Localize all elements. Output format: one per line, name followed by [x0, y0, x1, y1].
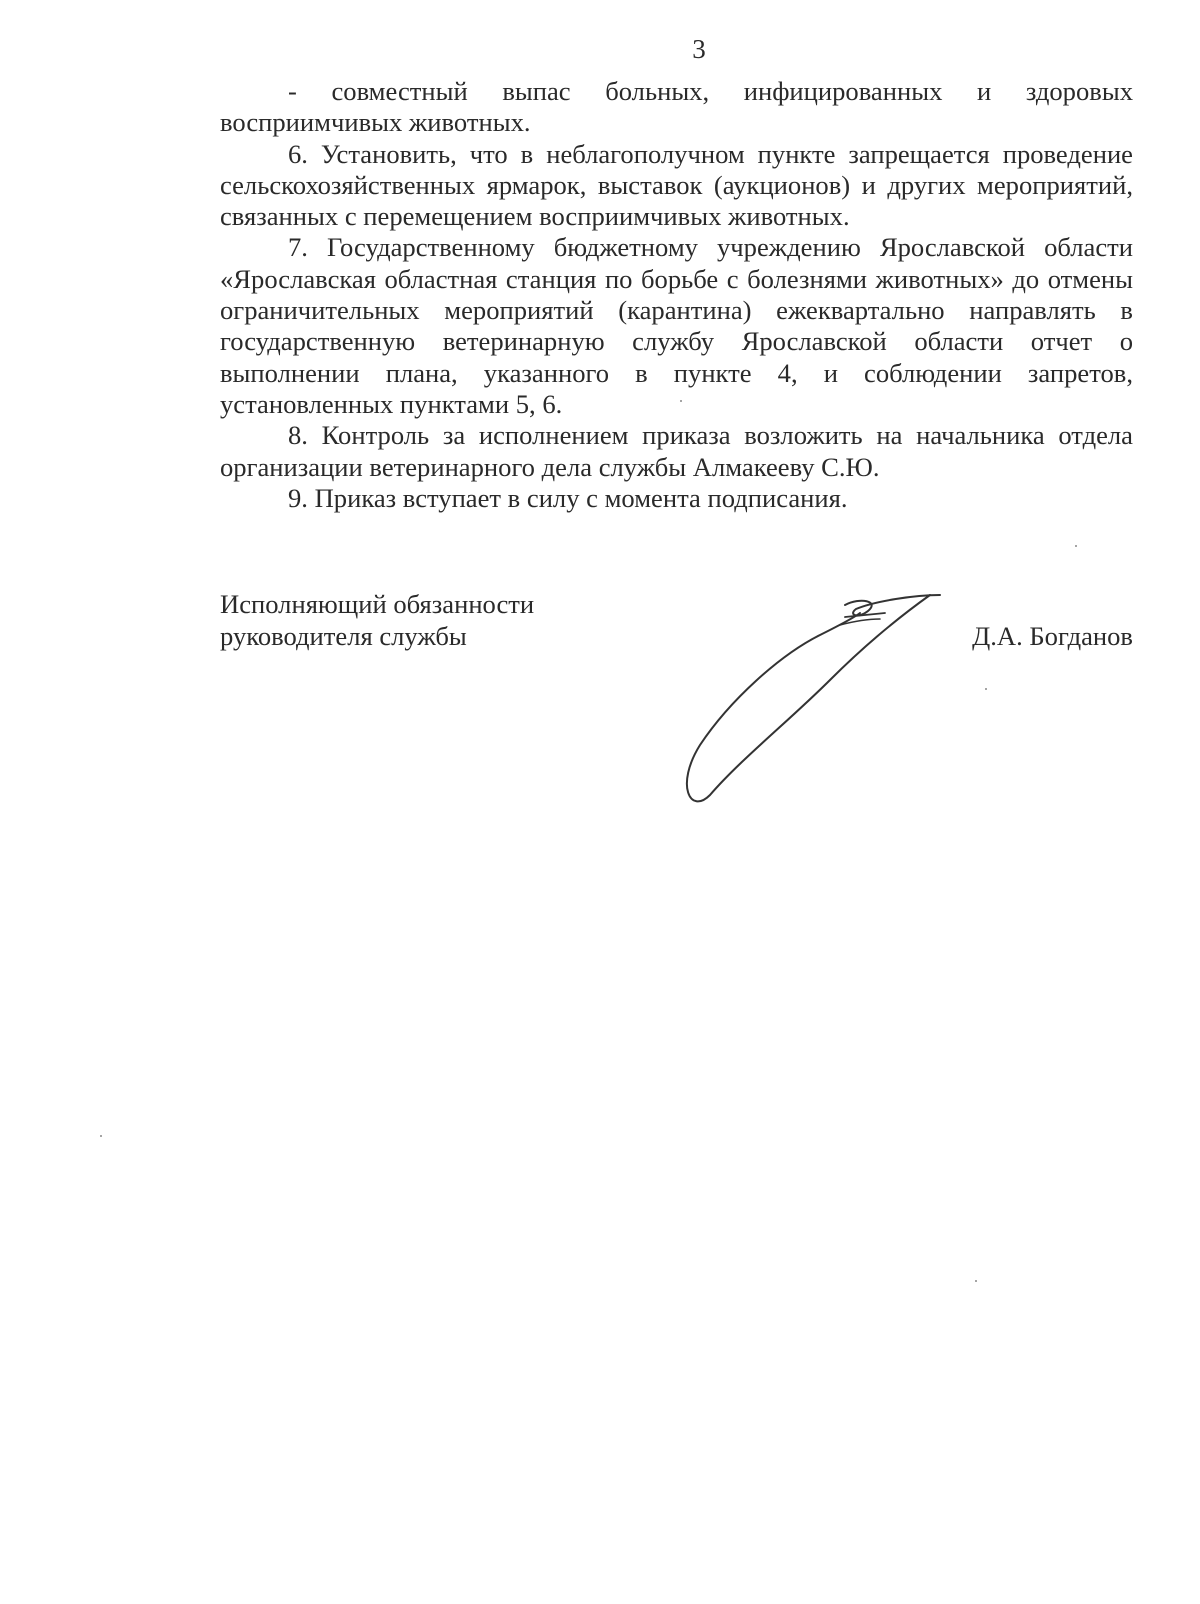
handwritten-signature-icon — [680, 575, 980, 815]
paragraph-item-6: 6. Установить, что в неблагополучном пункте запрещается проведение сельскохозяйственных ярмарок, выставок (аукционов) и других мероприятий, связанных с перемещением восприимчивых животных. — [220, 138, 1133, 232]
paragraph-joint-grazing: - совместный выпас больных, инфицированных и здоровых восприимчивых животных. — [220, 76, 1133, 138]
scan-speck — [975, 1280, 977, 1282]
signatory-name: Д.А. Богданов — [972, 621, 1133, 651]
scan-speck — [985, 688, 987, 690]
page-number: 3 — [692, 34, 706, 64]
paragraph-item-8: 8. Контроль за исполнением приказа возложить на начальника отдела организации ветеринарного дела службы Алмакееву С.Ю. — [220, 420, 1133, 482]
paragraph-item-9: 9. Приказ вступает в силу с момента подписания. — [288, 482, 848, 513]
scan-speck — [1075, 545, 1077, 547]
document-body — [220, 76, 1133, 514]
scan-speck — [680, 400, 682, 402]
paragraph-item-7: 7. Государственному бюджетному учреждению Ярославской области «Ярославская областная станция по борьбе с болезнями животных» до отмены ограничительных мероприятий (карантина) ежеквартально направлять в государственную ветеринарную службу Ярославской области отчет о выполнении плана, указанного в пункте 4, и соблюдении запретов, установленных пунктами 5, 6. — [220, 232, 1133, 419]
signatory-position — [220, 588, 534, 652]
signatory-position-line-2: руководителя службы — [220, 621, 467, 651]
scan-speck — [100, 1135, 102, 1137]
signatory-position-line-1: Исполняющий обязанности — [220, 589, 535, 619]
